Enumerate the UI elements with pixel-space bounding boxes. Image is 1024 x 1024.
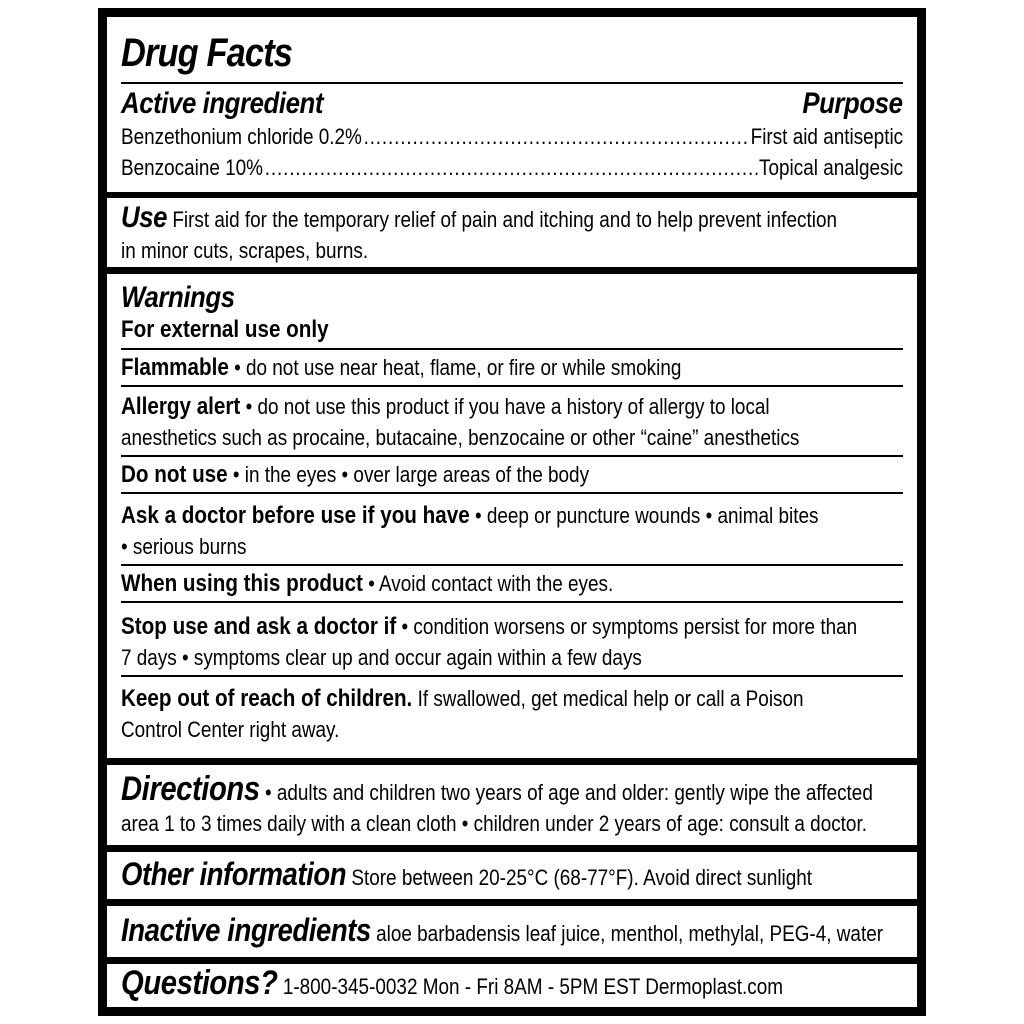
purpose-heading: Purpose xyxy=(802,87,903,120)
drug-facts-panel xyxy=(98,8,926,1016)
inactive-ingredients-text: aloe barbadensis leaf juice, menthol, methylal, PEG-4, water xyxy=(376,921,884,946)
ingredient-row: Benzocaine 10% ..... Topical analgesic xyxy=(121,152,903,183)
questions-section xyxy=(107,964,917,1007)
when-using-warning: When using this product • Avoid contact with the eyes. xyxy=(121,570,614,597)
external-use-label: For external use only xyxy=(121,316,329,343)
inactive-ingredients-section xyxy=(107,906,917,957)
keep-out-warning-2: Control Center right away. xyxy=(121,717,340,742)
warnings-heading: Warnings xyxy=(121,281,235,314)
directions-text-2: area 1 to 3 times daily with a clean cloth • children under 2 years of age: consult a doctor. xyxy=(121,811,867,836)
do-not-use-warning: Do not use • in the eyes • over large areas of the body xyxy=(121,461,590,488)
directions-heading: Directions xyxy=(121,770,260,808)
other-information-heading: Other information xyxy=(121,856,347,892)
use-section xyxy=(107,198,917,267)
use-heading: Use xyxy=(121,201,168,234)
stop-use-warning-2: 7 days • symptoms clear up and occur again within a few days xyxy=(121,645,642,670)
allergy-warning: Allergy alert • do not use this product if you have a history of allergy to local xyxy=(121,393,770,420)
use-text-2: in minor cuts, scrapes, burns. xyxy=(121,238,369,263)
flammable-warning: Flammable • do not use near heat, flame, or fire or while smoking xyxy=(121,354,682,381)
use-text: First aid for the temporary relief of pain and itching and to help prevent infection xyxy=(172,207,838,232)
stop-use-warning: Stop use and ask a doctor if • condition worsens or symptoms persist for more than xyxy=(121,613,858,640)
page-title: Drug Facts xyxy=(121,31,293,75)
ask-doctor-warning: Ask a doctor before use if you have • deep or puncture wounds • animal bites xyxy=(121,502,819,529)
other-information-text: Store between 20-25°C (68-77°F). Avoid direct sunlight xyxy=(351,865,813,890)
ingredient-row: Benzethonium chloride 0.2% ..... First aid antiseptic xyxy=(121,121,903,152)
directions-section xyxy=(107,765,917,845)
active-ingredient-heading: Active ingredient xyxy=(121,87,324,120)
allergy-warning-2: anesthetics such as procaine, butacaine, benzocaine or other “caine” anesthetics xyxy=(121,425,800,450)
other-information-section xyxy=(107,852,917,899)
questions-heading: Questions? xyxy=(121,964,278,1002)
ask-doctor-warning-2: • serious burns xyxy=(121,534,247,559)
warnings-section xyxy=(107,274,917,758)
directions-text: • adults and children two years of age and older: gently wipe the affected xyxy=(264,780,873,805)
questions-text: 1-800-345-0032 Mon - Fri 8AM - 5PM EST Dermoplast.com xyxy=(282,974,783,999)
inactive-ingredients-heading: Inactive ingredients xyxy=(121,912,371,948)
keep-out-warning: Keep out of reach of children. If swallowed, get medical help or call a Poison xyxy=(121,685,804,712)
active-ingredient-section xyxy=(107,17,917,192)
